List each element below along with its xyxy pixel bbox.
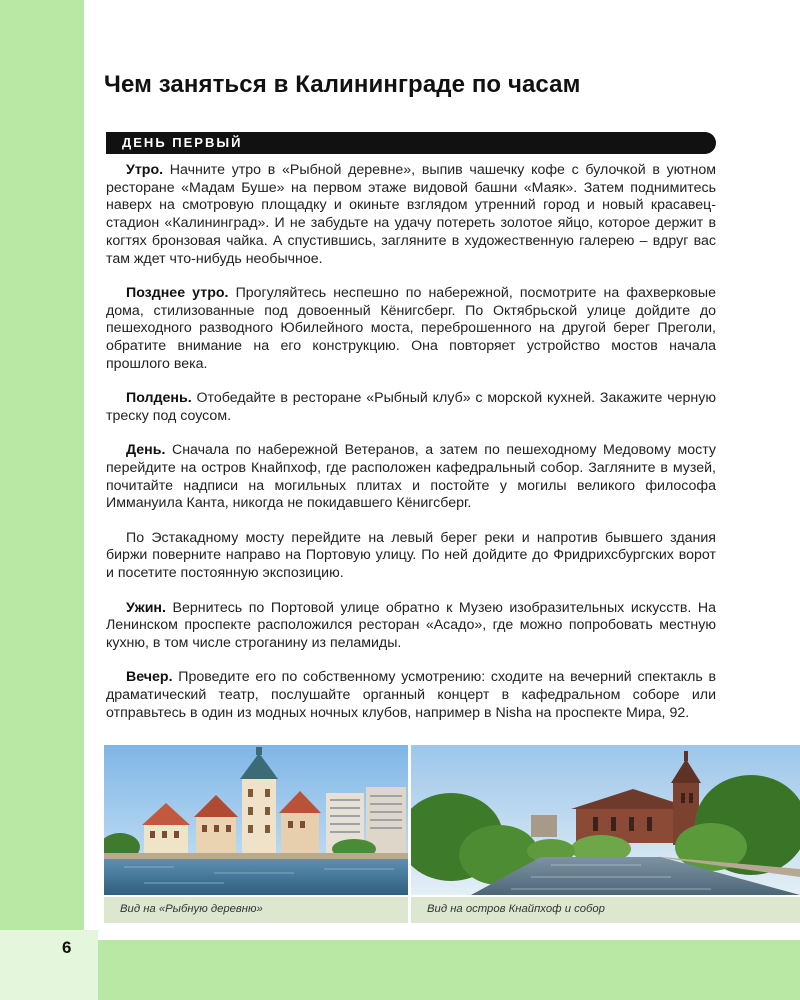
paragraph-text: Вернитесь по Портовой улице обратно к Музею изобразительных искусств. На Ленинском проспекте расположился ресторан «Асадо», где можно попробовать местную кухню, в том числе строганину из пеламиды.	[106, 599, 716, 651]
article-body	[106, 162, 716, 739]
paragraph-text: Отобедайте в ресторане «Рыбный клуб» с морской кухней. Закажите черную треску под соусом.	[106, 390, 716, 424]
section-header	[106, 132, 716, 154]
page-number: 6	[62, 938, 72, 957]
section-header-label: ДЕНЬ ПЕРВЫЙ	[122, 135, 243, 150]
left-margin-band	[0, 0, 84, 1000]
paragraph-text: Начните утро в «Рыбной деревне», выпив чашечку кофе с булочкой в уютном ресторане «Мадам Буше» на первом этаже видовой башни «Маяк». Затем поднимитесь наверх на смотровую площадку и окиньте взглядом утренний город и новый красавец-стадион «Калининград». И не забудьте на удачу потереть золотое яйцо, которое держит в когтях бронзовая чайка. А спустившись, загляните в художественную галерею – вдруг вас там ждет что-нибудь необычное.	[106, 162, 716, 267]
paragraph-heading: Ужин.	[126, 599, 166, 616]
paragraph-morning	[106, 162, 716, 268]
paragraph-heading: Утро.	[126, 162, 164, 178]
paragraph-day	[106, 442, 716, 513]
paragraph-noon	[106, 390, 716, 425]
bottom-band	[98, 940, 800, 1000]
paragraph-text: Сначала по набережной Ветеранов, а затем по пешеходному Медовому мосту перейдите на остров Кнайпхоф, где расположен кафедральный собор. Загляните в музей, почитайте надписи на могильных плитах и постойте у могилы великого философа Иммануила Канта, никогда не покидавшего Кёнигсберг.	[106, 442, 716, 512]
page-title: Чем заняться в Калининграде по часам	[104, 71, 581, 98]
caption-strip-left	[104, 897, 408, 923]
caption-strip-right	[411, 897, 800, 923]
paragraph-text: Проведите его по собственному усмотрению: сходите на вечерний спектакль в драматический театр, послушайте органный концерт в кафедральном соборе или отправьтесь в один из модных ночных клубов, например в Nisha на проспекте Мира, 92.	[106, 669, 716, 721]
paragraph-late-morning	[106, 285, 716, 374]
paragraph-heading: Позднее утро.	[126, 284, 229, 301]
paragraph-text: Прогуляйтесь неспешно по набережной, посмотрите на фахверковые дома, стилизованные под довоенный Кёнигсберг. По Октябрьской улице дойдите до пешеходного разводного Юбилейного моста, переброшенного на другой берег Преголи, обратите внимание на его конструкцию. Она повторяет устройство мостов начала прошлого века.	[106, 284, 717, 372]
paragraph-heading: День.	[126, 442, 166, 459]
paragraph-text: По Эстакадному мосту перейдите на левый берег реки и напротив бывшего здания биржи поверните направо на Портовую улицу. По ней дойдите до Фридрихсбургских ворот и посетите постоянную экспозицию.	[106, 529, 716, 582]
paragraph-dinner	[106, 600, 716, 653]
paragraph-evening	[106, 669, 716, 722]
photo-kneiphof-cathedral	[411, 745, 800, 895]
photo-caption: Вид на остров Кнайпхоф и собор	[427, 903, 605, 915]
paragraph-heading: Вечер.	[126, 669, 173, 686]
page-number-box	[0, 930, 98, 1000]
photo-fishing-village	[104, 745, 408, 895]
paragraph-bridge	[106, 530, 716, 583]
photo-caption: Вид на «Рыбную деревню»	[120, 903, 263, 915]
paragraph-heading: Полдень.	[126, 390, 192, 407]
